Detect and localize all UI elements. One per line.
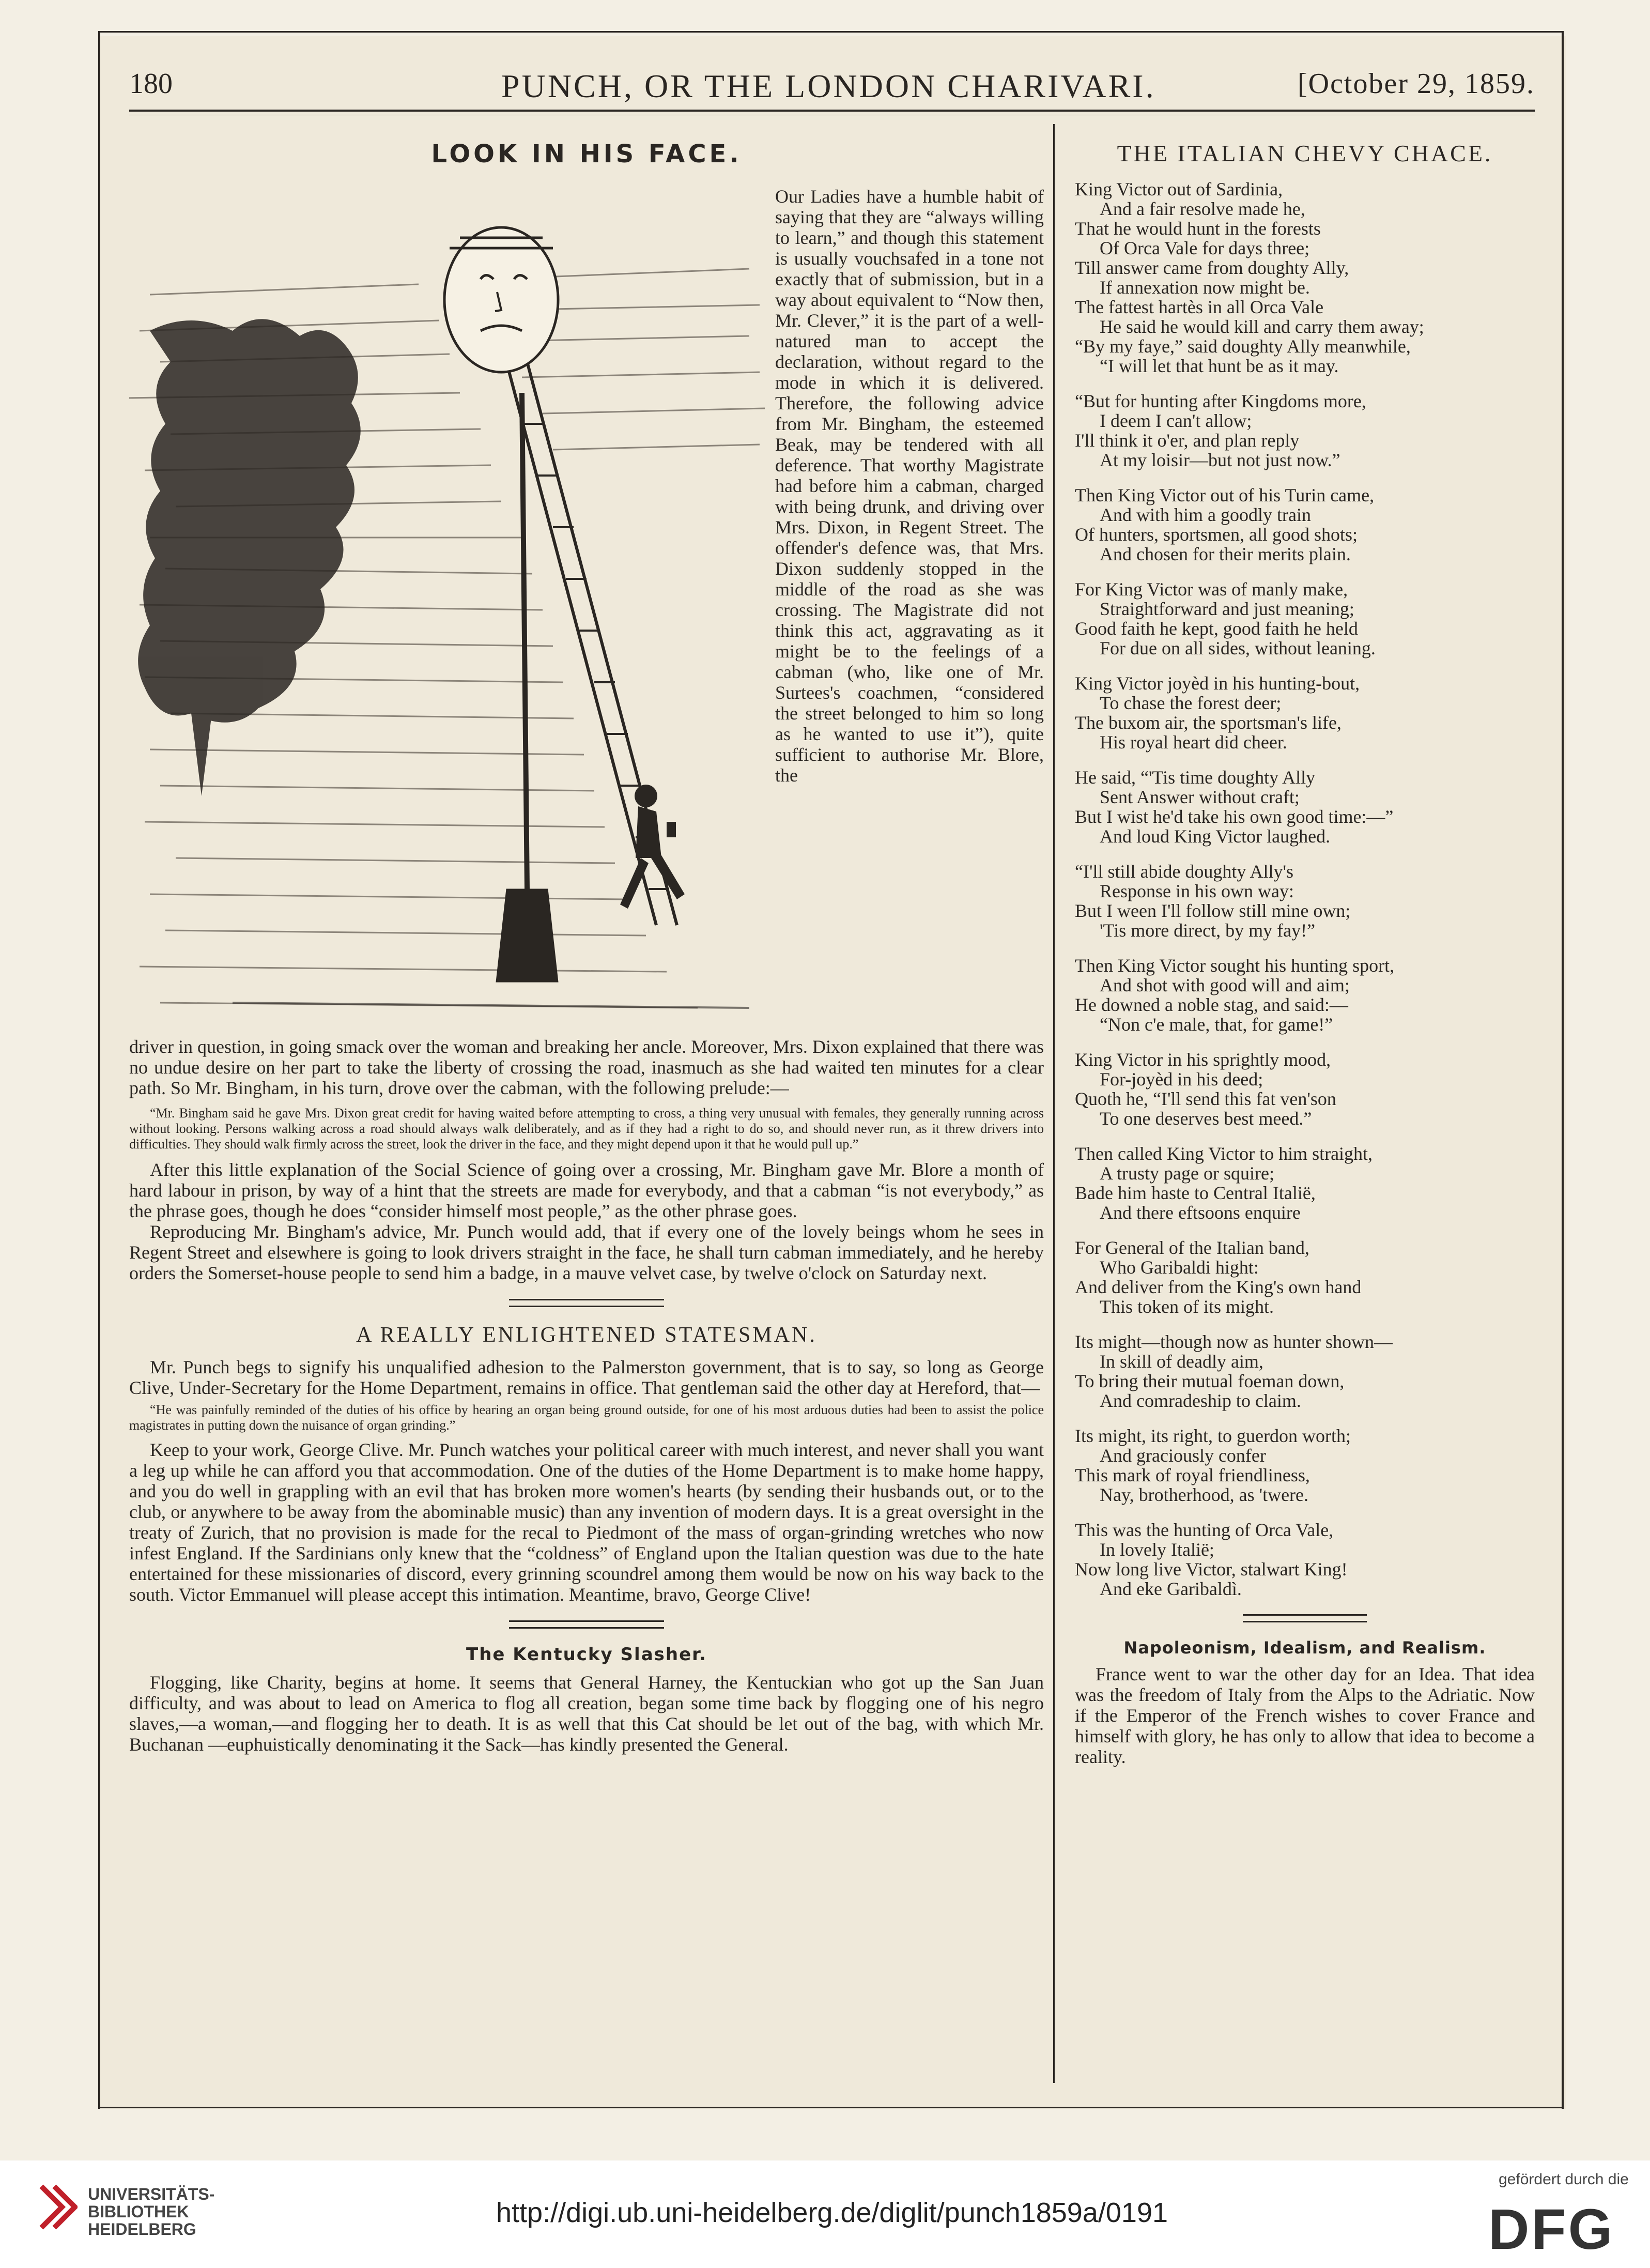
poem-line: Of hunters, sportsmen, all good shots; (1075, 524, 1358, 545)
masthead-title: PUNCH, OR THE LONDON CHARIVARI. (501, 68, 1156, 104)
court-quote: “Mr. Bingham said he gave Mrs. Dixon great credit for having waited before attempting to cross, a thing very unusual with females, they generally running across without looking. Persons walking across a road should always walk deliberately, and as if they had a right to do so, and should never run, as it threw drivers into difficulties. They should walk firmly across the street, look the driver in the face, and they might depend upon it that he would pull up.” (129, 1106, 1044, 1152)
poem-line: He said he would kill and carry them away; (1100, 316, 1424, 337)
page-border-left (98, 31, 100, 2109)
poem-line: I deem I can't allow; (1100, 410, 1252, 431)
poem-line: And comradeship to claim. (1100, 1390, 1301, 1411)
article-body-look (129, 1036, 1044, 1755)
poem-line: Now long live Victor, stalwart King! (1075, 1559, 1348, 1580)
poem-line: “I'll still abide doughty Ally's (1075, 861, 1293, 882)
poem-line: This token of its might. (1100, 1296, 1274, 1317)
university-library-logo (31, 2181, 78, 2243)
poem-line: To bring their mutual foeman down, (1075, 1371, 1345, 1391)
poem-stanza (1075, 485, 1535, 564)
page-header (129, 67, 1535, 109)
poem-line: Its might—though now as hunter shown— (1075, 1331, 1393, 1352)
poem-line: Its might, its right, to guerdon worth; (1075, 1426, 1351, 1446)
poem-line: And there eftsoons enquire (1100, 1202, 1301, 1223)
section-rule (509, 1620, 664, 1629)
poem-stanza (1075, 1332, 1535, 1411)
section-rule (1243, 1614, 1367, 1622)
poem-stanza (1075, 956, 1535, 1034)
poem-line: This mark of royal friendliness, (1075, 1465, 1310, 1485)
poem-stanza (1075, 1144, 1535, 1222)
sponsor-line: gefördert durch die (1499, 2171, 1629, 2188)
poem-body (1075, 179, 1535, 1599)
article-heading-look: LOOK IN HIS FACE. (431, 140, 742, 168)
poem-line: Who Garibaldi hight: (1100, 1257, 1259, 1278)
dfg-logo: DFG (1488, 2198, 1615, 2261)
lamppost-engraving (129, 176, 770, 1034)
article-paragraph: Keep to your work, George Clive. Mr. Punch watches your political career with much interest, and never shall you want a leg up while he can afford you that accommodation. One of the duties of the Home Department is to make home happy, and you do well in grappling with an evil that has broken more women's hearts (by sending their husbands out, or to the club, or anywhere to be away from the abominable music) than any invention of modern days. It is a great oversight in the treaty of Zurich, that no provision is made for the recal to Piedmont of the mass of organ-grinding wretches who now infest England. If the Sardinians only knew that the “coldness” of England upon the Italian question was due to the hate entertained for these missionaries of discord, every grinning scoundrel among them would be now on his way back to the south. Victor Emmanuel will please accept this intimation. Meantime, bravo, George Clive! (129, 1439, 1044, 1605)
poem-line: Till answer came from doughty Ally, (1075, 257, 1349, 278)
poem-line: King Victor joyèd in his hunting-bout, (1075, 673, 1360, 694)
article-paragraph: Reproducing Mr. Bingham's advice, Mr. Punch would add, that if every one of the lovely beings whom he sees in Regent Street and elsewhere is going to look drivers straight in the face, he shall turn cabman immediately, and he hereby orders the Somerset-house people to send him a badge, in a mauve velvet case, by twelve o'clock on Saturday next. (129, 1221, 1044, 1283)
poem-line: If annexation now might be. (1100, 277, 1310, 298)
article-paragraph: After this little explanation of the Social Science of going over a crossing, Mr. Bingham gave Mr. Blore a month of hard labour in prison, by way of a hint that the streets are made for everybody, and that a cabman “is not everybody,” as the phrase goes, though he does “consider himself most people,” as the other phrase goes. (129, 1159, 1044, 1221)
poem-line: King Victor out of Sardinia, (1075, 179, 1283, 200)
poem-line: Then King Victor out of his Turin came, (1075, 485, 1375, 505)
header-rule (129, 110, 1535, 112)
poem-line: For-joyèd in his deed; (1100, 1069, 1263, 1090)
poem-stanza (1075, 1050, 1535, 1128)
poem-line: 'Tis more direct, by my fay!” (1100, 920, 1316, 941)
poem-heading: THE ITALIAN CHEVY CHACE. (1117, 140, 1493, 166)
library-name: UNIVERSITÄTS- BIBLIOTHEK HEIDELBERG (88, 2185, 215, 2239)
article-heading-statesman: A REALLY ENLIGHTENED STATESMAN. (356, 1323, 817, 1347)
section-rule (509, 1299, 664, 1307)
poem-line: Bade him haste to Central Italië, (1075, 1183, 1316, 1203)
poem-line: “I will let that hunt be as it may. (1100, 356, 1339, 376)
article-paragraph: France went to war the other day for an Idea. That idea was the freedom of Italy from the Alps to the Adriatic. Now if the Emperor of the French wishes to cover France and himself with glory, he has only to allow that idea to become a reality. (1075, 1664, 1535, 1767)
poem-line: For King Victor was of manly make, (1075, 579, 1348, 600)
poem-line: The fattest hartès in all Orca Vale (1075, 297, 1324, 317)
column-divider (1053, 124, 1055, 2083)
permalink[interactable]: http://digi.ub.uni-heidelberg.de/diglit/punch1859a/0191 (496, 2197, 1168, 2228)
poem-line: King Victor in his sprightly mood, (1075, 1049, 1331, 1070)
article-paragraph: driver in question, in going smack over the woman and breaking her ancle. Moreover, Mrs. Dixon explained that there was no undue desire on her part to take the liberty of crossing the road, inasmuch as she had waited ten minutes for a clear path. So Mr. Bingham, in his turn, drove over the cabman, with the following prelude:— (129, 1036, 1044, 1098)
poem-line: He downed a noble stag, and said:— (1075, 994, 1348, 1015)
poem-line: Straightforward and just meaning; (1100, 599, 1354, 619)
poem-line: At my loisir—but not just now.” (1100, 450, 1340, 470)
digitization-footer (0, 2160, 1650, 2268)
article-heading-kentucky: The Kentucky Slasher. (466, 1644, 707, 1665)
poem-line: But I ween I'll follow still mine own; (1075, 900, 1351, 921)
poem-stanza (1075, 1238, 1535, 1316)
poem-line: Of Orca Vale for days three; (1100, 238, 1310, 258)
poem-line: But I wist he'd take his own good time:—” (1075, 806, 1394, 827)
poem-line: Good faith he kept, good faith he held (1075, 618, 1358, 639)
poem-line: To one deserves best meed.” (1100, 1108, 1312, 1129)
article-paragraph: Flogging, like Charity, begins at home. It seems that General Harney, the Kentuckian who got up the San Juan difficulty, and was about to lead on America to flog all creation, began some time back by flogging one of his negro slaves,—a woman,—and flogging her to death. It is as well that this Cat should be let out of the bag, with which Mr. Buchanan —euphuistically denominating it the Sack—has kindly presented the General. (129, 1672, 1044, 1755)
left-column (129, 140, 1044, 2052)
poem-line: A trusty page or squire; (1100, 1163, 1274, 1184)
poem-stanza (1075, 768, 1535, 846)
poem-line: Then King Victor sought his hunting sport, (1075, 955, 1395, 976)
poem-line: The buxom air, the sportsman's life, (1075, 712, 1341, 733)
poem-line: He said, “'Tis time doughty Ally (1075, 767, 1316, 788)
poem-line: For due on all sides, without leaning. (1100, 638, 1376, 658)
poem-line: In skill of deadly aim, (1100, 1351, 1263, 1372)
poem-line: I'll think it o'er, and plan reply (1075, 430, 1300, 451)
poem-line: Response in his own way: (1100, 881, 1294, 901)
poem-line: And with him a goodly train (1100, 504, 1311, 525)
poem-line: This was the hunting of Orca Vale, (1075, 1520, 1334, 1540)
poem-line: Then called King Victor to him straight, (1075, 1143, 1373, 1164)
poem-stanza (1075, 579, 1535, 658)
poem-line: “But for hunting after Kingdoms more, (1075, 391, 1366, 411)
poem-line: And eke Garibaldì. (1100, 1579, 1242, 1599)
poem-line: Nay, brotherhood, as 'twere. (1100, 1484, 1309, 1505)
speech-quote: “He was painfully reminded of the duties of his office by hearing an organ being ground outside, for one of his most arduous duties had been to assist the police magistrates in putting down the nuisance of organ grinding.” (129, 1402, 1044, 1433)
page-number: 180 (129, 68, 173, 100)
article-body-look-intro: Our Ladies have a humble habit of saying that they are “always willing to learn,” and though this statement is usually vouchsafed in a tone not exactly that of submission, but in a way about equivalent to “Now then, Mr. Clever,” it is the part of a well-natured man to accept the declaration, without regard to the mode in which it is delivered. Therefore, the following advice from Mr. Bingham, the esteemed Beak, may be tendered with all deference. That worthy Magistrate had before him a cabman, charged with being drunk, and driving over Mrs. Dixon, in Regent Street. The offender's defence was, that Mrs. Dixon suddenly stopped in the middle of the road as she was crossing. The Magistrate did not think this act, aggravating as it might be to the feelings of a cabman (who, like one of Mr. Surtees's coachmen, “considered the street belonged to him so long as he wanted to use it”), quite sufficient to authorise Mr. Blore, the (775, 186, 1044, 786)
poem-stanza (1075, 1426, 1535, 1505)
poem-line: His royal heart did cheer. (1100, 732, 1287, 753)
poem-line: “By my faye,” said doughty Ally meanwhile, (1075, 336, 1411, 357)
issue-date: [October 29, 1859. (1297, 68, 1535, 100)
poem-stanza (1075, 862, 1535, 940)
poem-line: That he would hunt in the forests (1075, 218, 1321, 239)
poem-line: And a fair resolve made he, (1100, 198, 1305, 219)
article-heading-napoleon: Napoleonism, Idealism, and Realism. (1123, 1638, 1486, 1658)
poem-stanza (1075, 179, 1535, 376)
poem-line: And shot with good will and aim; (1100, 975, 1350, 995)
poem-stanza (1075, 1520, 1535, 1599)
page-border-right (1562, 31, 1564, 2109)
poem-stanza (1075, 391, 1535, 470)
poem-line: In lovely Italië; (1100, 1539, 1214, 1560)
poem-line: And loud King Victor laughed. (1100, 826, 1331, 847)
poem-line: And chosen for their merits plain. (1100, 544, 1351, 564)
right-column (1075, 140, 1535, 2052)
poem-line: For General of the Italian band, (1075, 1237, 1309, 1258)
poem-line: “Non c'e male, that, for game!” (1100, 1014, 1333, 1035)
page-border-bottom (98, 2107, 1564, 2108)
poem-line: To chase the forest deer; (1100, 693, 1282, 713)
article-paragraph: Mr. Punch begs to signify his unqualified adhesion to the Palmerston government, that is to say, so long as George Clive, Under-Secretary for the Home Department, remains in office. That gentleman said the other day at Hereford, that— (129, 1357, 1044, 1398)
poem-stanza (1075, 673, 1535, 752)
poem-line: Quoth he, “I'll send this fat ven'son (1075, 1089, 1336, 1109)
poem-line: And graciously confer (1100, 1445, 1266, 1466)
page-border-top (98, 31, 1564, 33)
poem-line: Sent Answer without craft; (1100, 787, 1300, 807)
poem-line: And deliver from the King's own hand (1075, 1277, 1362, 1297)
